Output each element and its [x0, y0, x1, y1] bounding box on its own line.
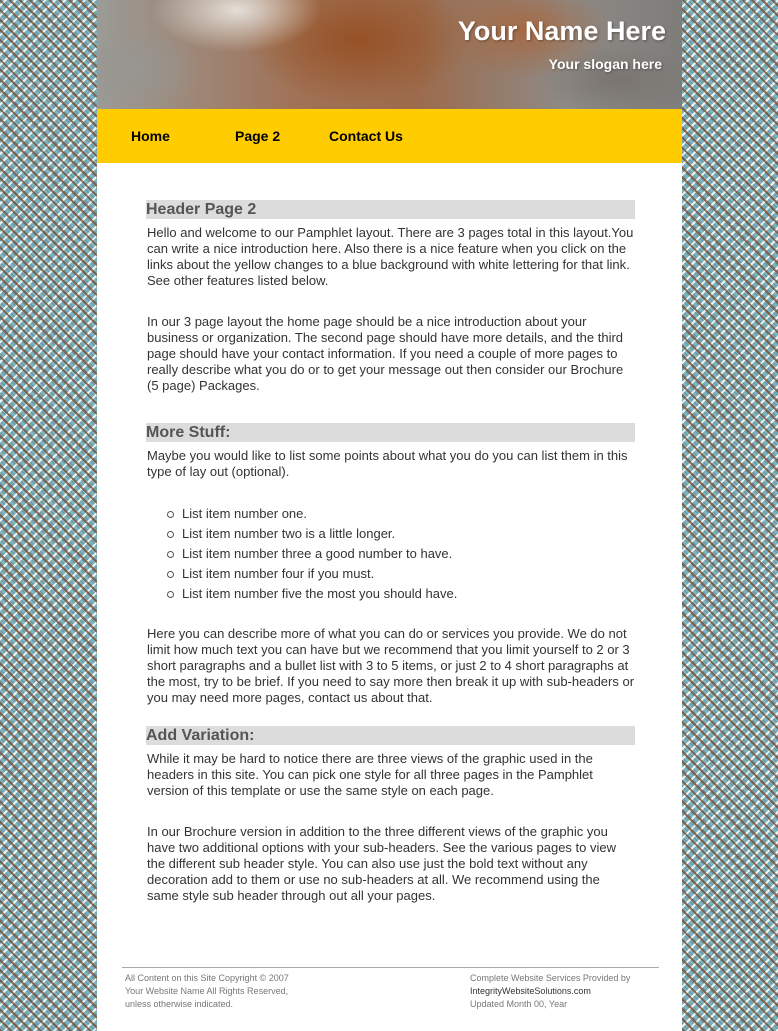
layout-paragraph: In our 3 page layout the home page should be a nice introduction about your business or organization. The second page should have more details, and the third page should have your contact information. If you need a couple of more pages to really describe what you do or to get your message out then consider our Brochure (5 page) Packages.	[147, 314, 624, 393]
intro-paragraph: Hello and welcome to our Pamphlet layout. There are 3 pages total in this layout.You can write a nice introduction here. Also there is a nice feature when you click on the links about the yellow changes to a blue background with white lettering for that link. See other features listed below.	[147, 225, 634, 288]
footer-divider	[122, 967, 659, 968]
footer-credits	[470, 972, 630, 1011]
list-item: List item number two is a little longer.	[182, 524, 635, 544]
footer-updated-line: Updated Month 00, Year	[470, 999, 568, 1009]
nav-link-page-2[interactable]: Page 2	[235, 128, 281, 144]
main-navigation	[97, 109, 682, 163]
footer-copyright	[125, 972, 289, 1011]
footer-copyright-line: All Content on this Site Copyright © 2007	[125, 973, 289, 983]
footer-credits-link[interactable]: IntegrityWebsiteSolutions.com	[470, 986, 591, 996]
site-title: Your Name Here	[457, 16, 666, 46]
section-heading-add-variation: Add Variation:	[146, 726, 635, 745]
list-intro-paragraph: Maybe you would like to list some points about what you do you can list them in this type of lay out (optional).	[147, 448, 628, 479]
section-heading-more-stuff: More Stuff:	[146, 423, 635, 442]
section-heading-header-page-2: Header Page 2	[146, 200, 635, 219]
list-item: List item number one.	[182, 504, 635, 524]
footer-copyright-line: unless otherwise indicated.	[125, 999, 234, 1009]
header-banner	[97, 0, 682, 109]
bullet-list	[146, 504, 635, 604]
nav-link-home[interactable]: Home	[131, 128, 170, 144]
list-item: List item number five the most you should have.	[182, 584, 635, 604]
footer-credits-line: Complete Website Services Provided by	[470, 973, 631, 983]
list-item: List item number four if you must.	[182, 564, 635, 584]
site-slogan: Your slogan here	[548, 56, 662, 72]
services-paragraph: Here you can describe more of what you can do or services you provide. We do not limit how much text you can have but we recommend that you limit yourself to 2 or 3 short paragraphs and a bullet list with 3 to 5 items, or just 2 to 4 short paragraphs at the most, try to be brief. If you need to say more then break it up with sub-headers or you may need more pages, contact us about that.	[147, 626, 635, 705]
page-container	[97, 0, 682, 1031]
footer-copyright-line: Your Website Name All Rights Reserved,	[125, 986, 289, 996]
list-item: List item number three a good number to have.	[182, 544, 635, 564]
nav-link-contact-us[interactable]: Contact Us	[329, 128, 403, 144]
variation-paragraph: While it may be hard to notice there are three views of the graphic used in the headers in this site. You can pick one style for all three pages in the Pamphlet version of this template or use the same style on each page.	[147, 751, 593, 798]
brochure-paragraph: In our Brochure version in addition to the three different views of the graphic you have two additional options with your sub-headers. See the various pages to view the different sub header style. You can also use just the bold text without any decoration add to them or use no sub-headers at all. We recommend using the same style sub header through out all your pages.	[147, 824, 617, 903]
main-content	[146, 200, 635, 904]
